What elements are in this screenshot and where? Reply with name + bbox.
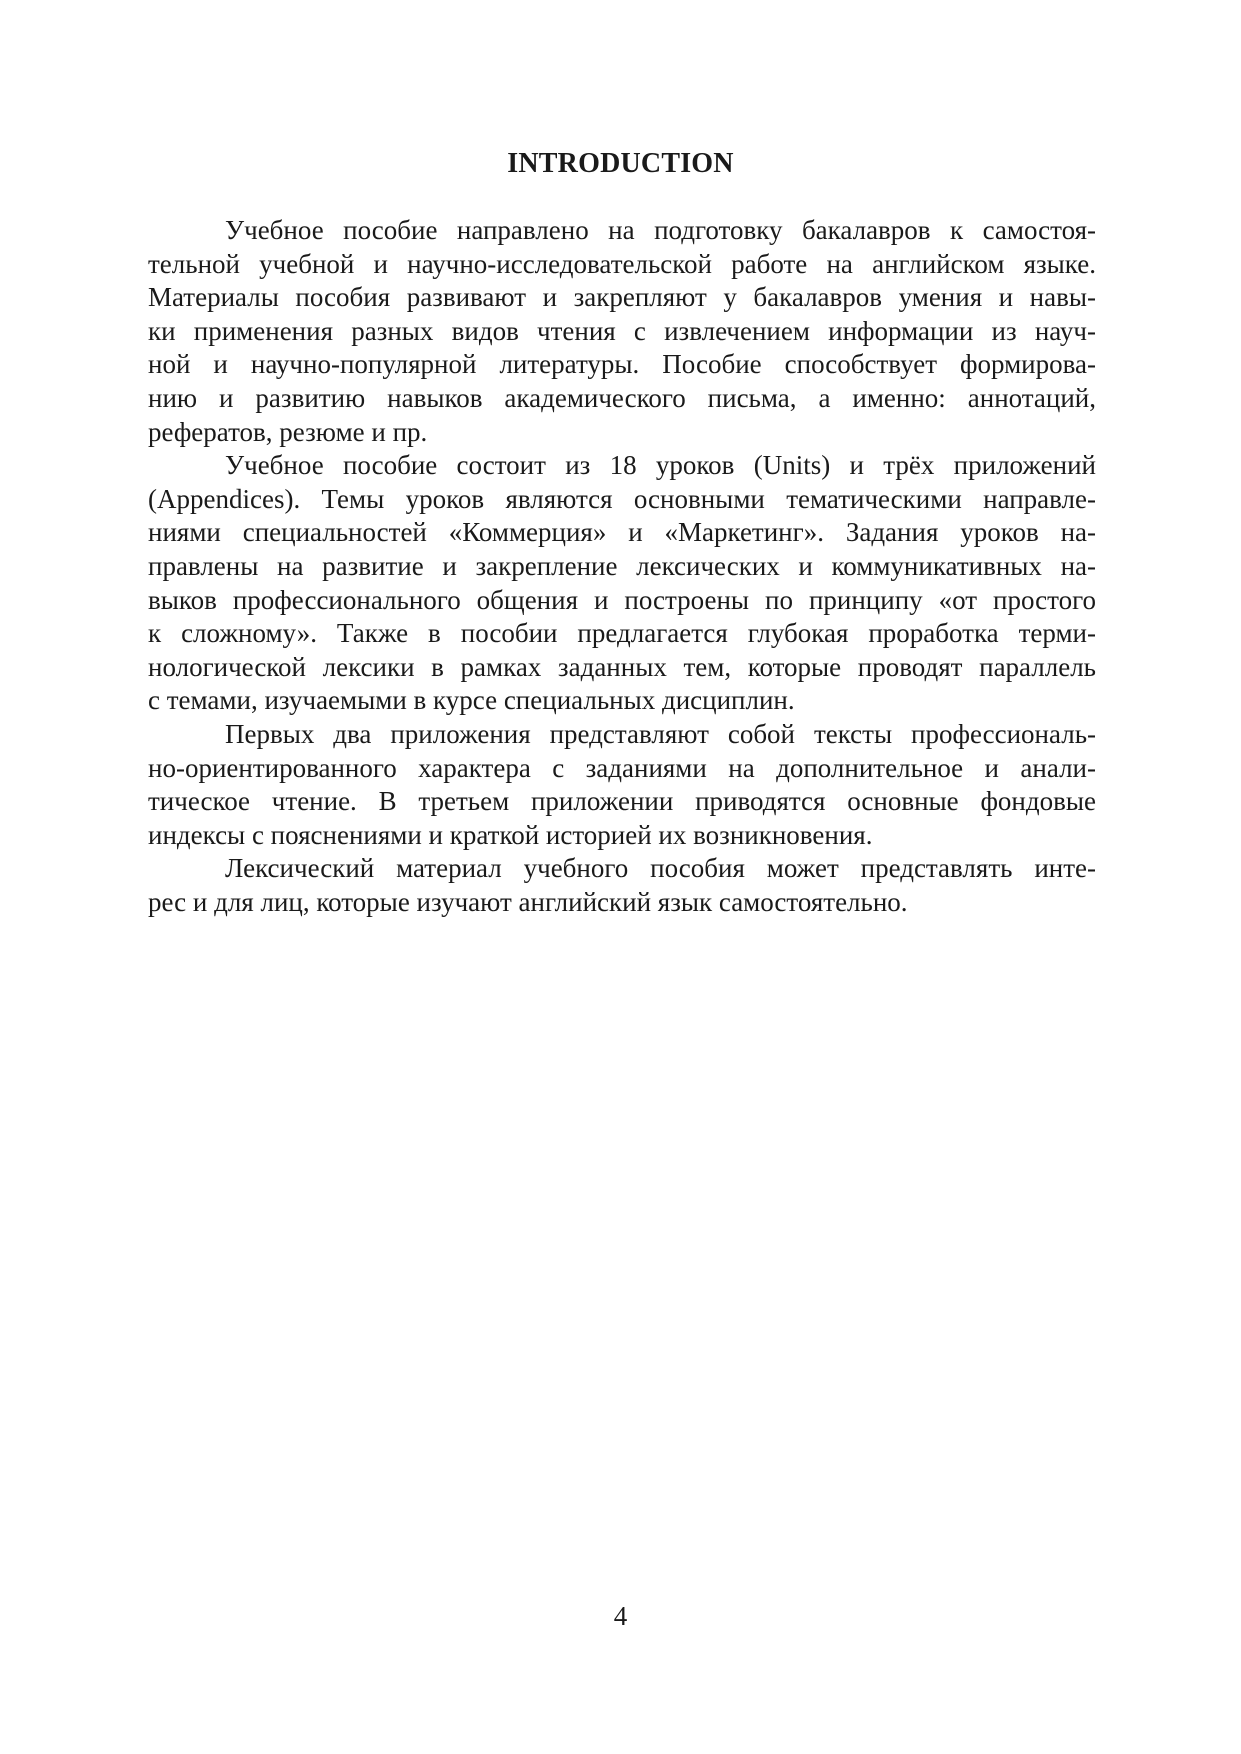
page-number: 4 — [613, 1601, 628, 1631]
text-line: нологической лексики в рамках заданных тем, которые проводят параллель — [148, 651, 1096, 682]
text-line: нию и развитию навыков академического письма, а именно: аннотаций, — [148, 382, 1096, 413]
text-line: с темами, изучаемыми в курсе специальных дисциплин. — [148, 685, 795, 716]
text-line: рефератов, резюме и пр. — [148, 416, 428, 447]
text-line: (Appendices). Темы уроков являются основными тематическими направле- — [148, 483, 1096, 514]
body-text — [148, 214, 1096, 919]
text-line: правлены на развитие и закрепление лексических и коммуникативных на- — [148, 550, 1096, 581]
page-title: INTRODUCTION — [507, 148, 734, 179]
text-line: но-ориентированного характера с заданиями на дополнительное и анали- — [148, 752, 1096, 783]
text-line: ки применения разных видов чтения с извлечением информации из науч- — [148, 315, 1096, 346]
text-line: выков профессионального общения и построены по принципу «от простого — [148, 584, 1096, 615]
text-line: рес и для лиц, которые изучают английский язык самостоятельно. — [148, 886, 908, 917]
text-line: Лексический материал учебного пособия может представлять инте- — [225, 853, 1096, 884]
text-line: Учебное пособие направлено на подготовку бакалавров к самостоя- — [225, 215, 1096, 245]
text-line: тическое чтение. В третьем приложении приводятся основные фондовые — [148, 786, 1096, 817]
text-line: Первых два приложения представляют собой тексты профессиональ- — [225, 718, 1096, 749]
text-line: индексы с пояснениями и краткой историей их возникновения. — [148, 819, 873, 850]
text-line: к сложному». Также в пособии предлагается глубокая проработка терми- — [148, 618, 1096, 649]
text-line: тельной учебной и научно-исследовательской работе на английском языке. — [148, 248, 1096, 279]
text-line: ной и научно-популярной литературы. Пособие способствует формирова- — [148, 349, 1096, 380]
text-line: Материалы пособия развивают и закрепляют у бакалавров умения и навы- — [148, 282, 1096, 313]
text-line: Учебное пособие состоит из 18 уроков (Units) и трёх приложений — [225, 450, 1096, 481]
text-line: ниями специальностей «Коммерция» и «Маркетинг». Задания уроков на- — [148, 517, 1096, 548]
